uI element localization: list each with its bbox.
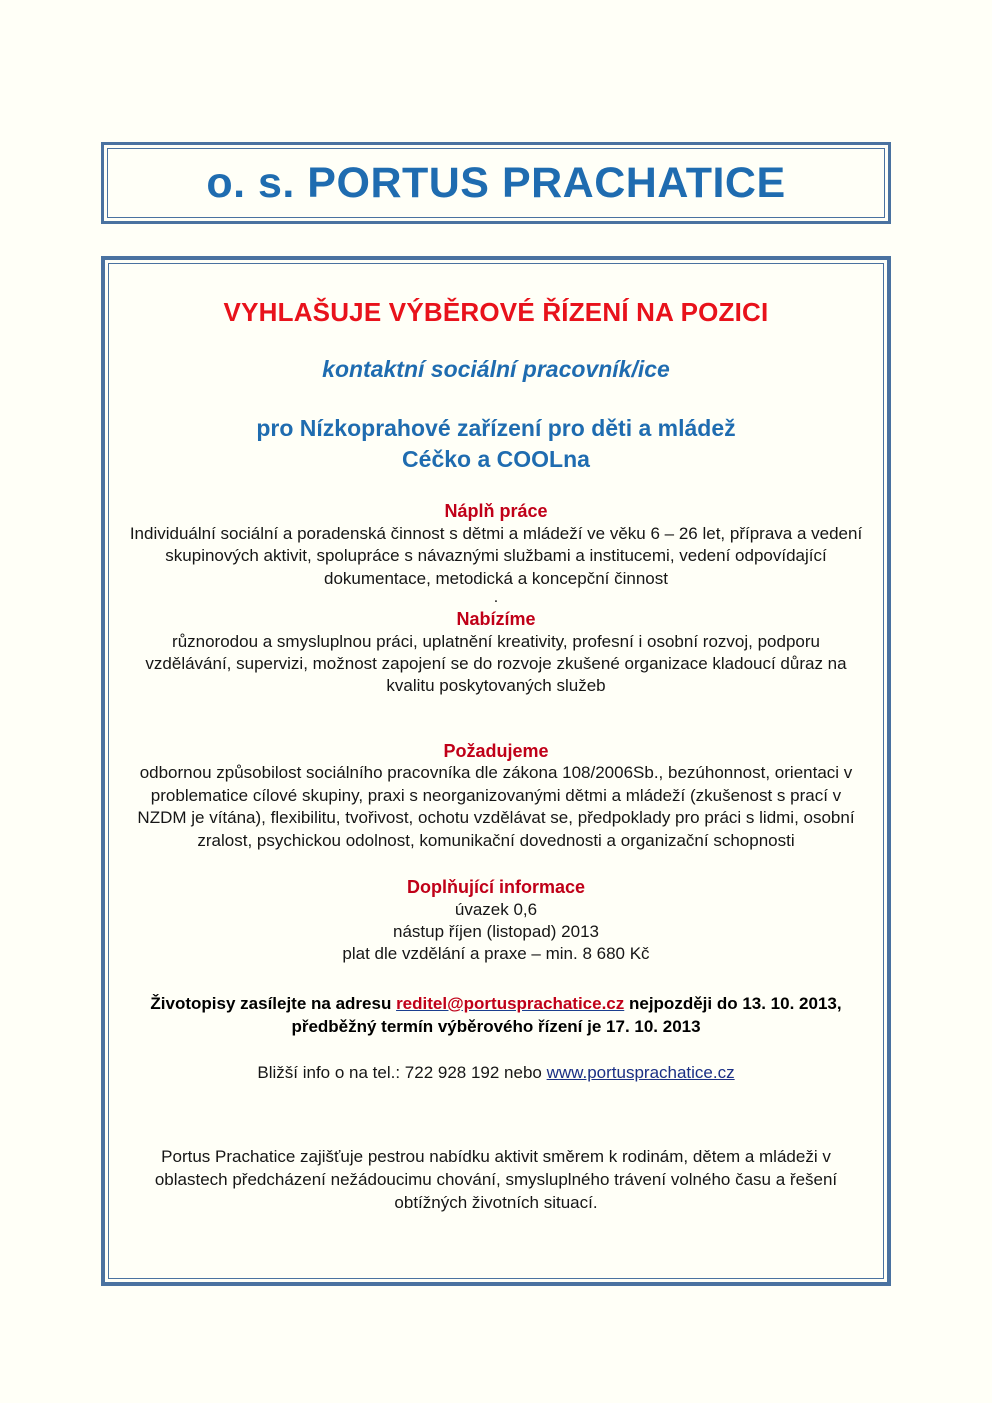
facility-name: [127, 413, 865, 474]
contact-info-prefix: Bližší info o na tel.: 722 928 192 nebo: [257, 1063, 547, 1083]
additional-info-line-2: nástup říjen (listopad) 2013: [392, 922, 600, 942]
additional-info-line-1: úvazek 0,6: [454, 899, 538, 919]
section-heading-additional-info: Doplňující informace: [406, 877, 586, 898]
position-title: kontaktní sociální pracovník/ice: [322, 355, 670, 382]
section-heading-job-description: Náplň práce: [444, 501, 548, 522]
contact-info-block: [127, 1062, 865, 1084]
cv-line-suffix: nejpozději do 13. 10. 2013,: [624, 993, 842, 1013]
organization-title: o. s. PORTUS PRACHATICE: [206, 158, 786, 207]
section-body-we-offer: různorodou a smysluplnou práci, uplatnění kreativity, profesní i osobní rozvoj, podporu vzdělávání, supervizi, možnost zapojení se do rozvoje zkušené organizace kladoucí důraz na kvalitu poskytovaných služeb: [145, 631, 847, 696]
organization-title-inner-frame: [107, 148, 885, 218]
organization-title-box: [101, 142, 891, 224]
section-we-offer: [127, 608, 865, 698]
announcement-box: [101, 256, 891, 1286]
section-separator-dot: .: [493, 589, 499, 607]
cv-submission-block: [127, 992, 865, 1038]
cv-line-prefix: Životopisy zasílejte na adresu: [150, 993, 397, 1013]
section-we-require: [127, 740, 865, 852]
facility-line-1: pro Nízkoprahové zařízení pro děti a mládež: [256, 415, 736, 442]
additional-info-line-3: plat dle vzdělání a praxe – min. 8 680 Kč: [342, 944, 650, 964]
section-body-we-require: odbornou způsobilost sociálního pracovníka dle zákona 108/2006Sb., bezúhonnost, orientaci v problematice cílové skupiny, praxi s neorganizovanými dětmi a mládeží (zkušenost s prací v NZDM je vítána), flexibilitu, tvořivost, ochotu vzdělávat se, předpoklady pro práci s lidmi, osobní zralost, psychickou odolnost, komunikační dovednosti a organizační schopnosti: [137, 763, 855, 850]
announcement-inner-frame: [108, 263, 884, 1279]
section-job-description: [127, 500, 865, 606]
facility-line-2: Céčko a COOLna: [402, 445, 590, 472]
section-heading-we-offer: Nabízíme: [456, 609, 536, 630]
email-link[interactable]: reditel@portusprachatice.cz: [396, 993, 625, 1013]
section-additional-info: [127, 876, 865, 966]
interview-date-line: předběžný termín výběrového řízení je 17. 10. 2013: [291, 1017, 701, 1036]
announcement-headline: VYHLAŠUJE VÝBĚROVÉ ŘÍZENÍ NA POZICI: [223, 297, 769, 327]
section-body-job-description: Individuální sociální a poradenská činnost s dětmi a mládeží ve věku 6 – 26 let, příprava a vedení skupinových aktivit, spolupráce s návaznými službami a institucemi, vedení odpovídající dokumentace, metodická a koncepční činnost: [129, 523, 863, 588]
section-heading-we-require: Požadujeme: [443, 740, 549, 761]
additional-info-lines: [127, 899, 865, 966]
organization-footer-note: Portus Prachatice zajišťuje pestrou nabídku aktivit směrem k rodinám, dětem a mládeži v oblastech předcházení nežádoucimu chování, smysluplného trávení volného času a řešení obtížných životních situací.: [154, 1147, 838, 1212]
website-link[interactable]: www.portusprachatice.cz: [546, 1063, 735, 1083]
